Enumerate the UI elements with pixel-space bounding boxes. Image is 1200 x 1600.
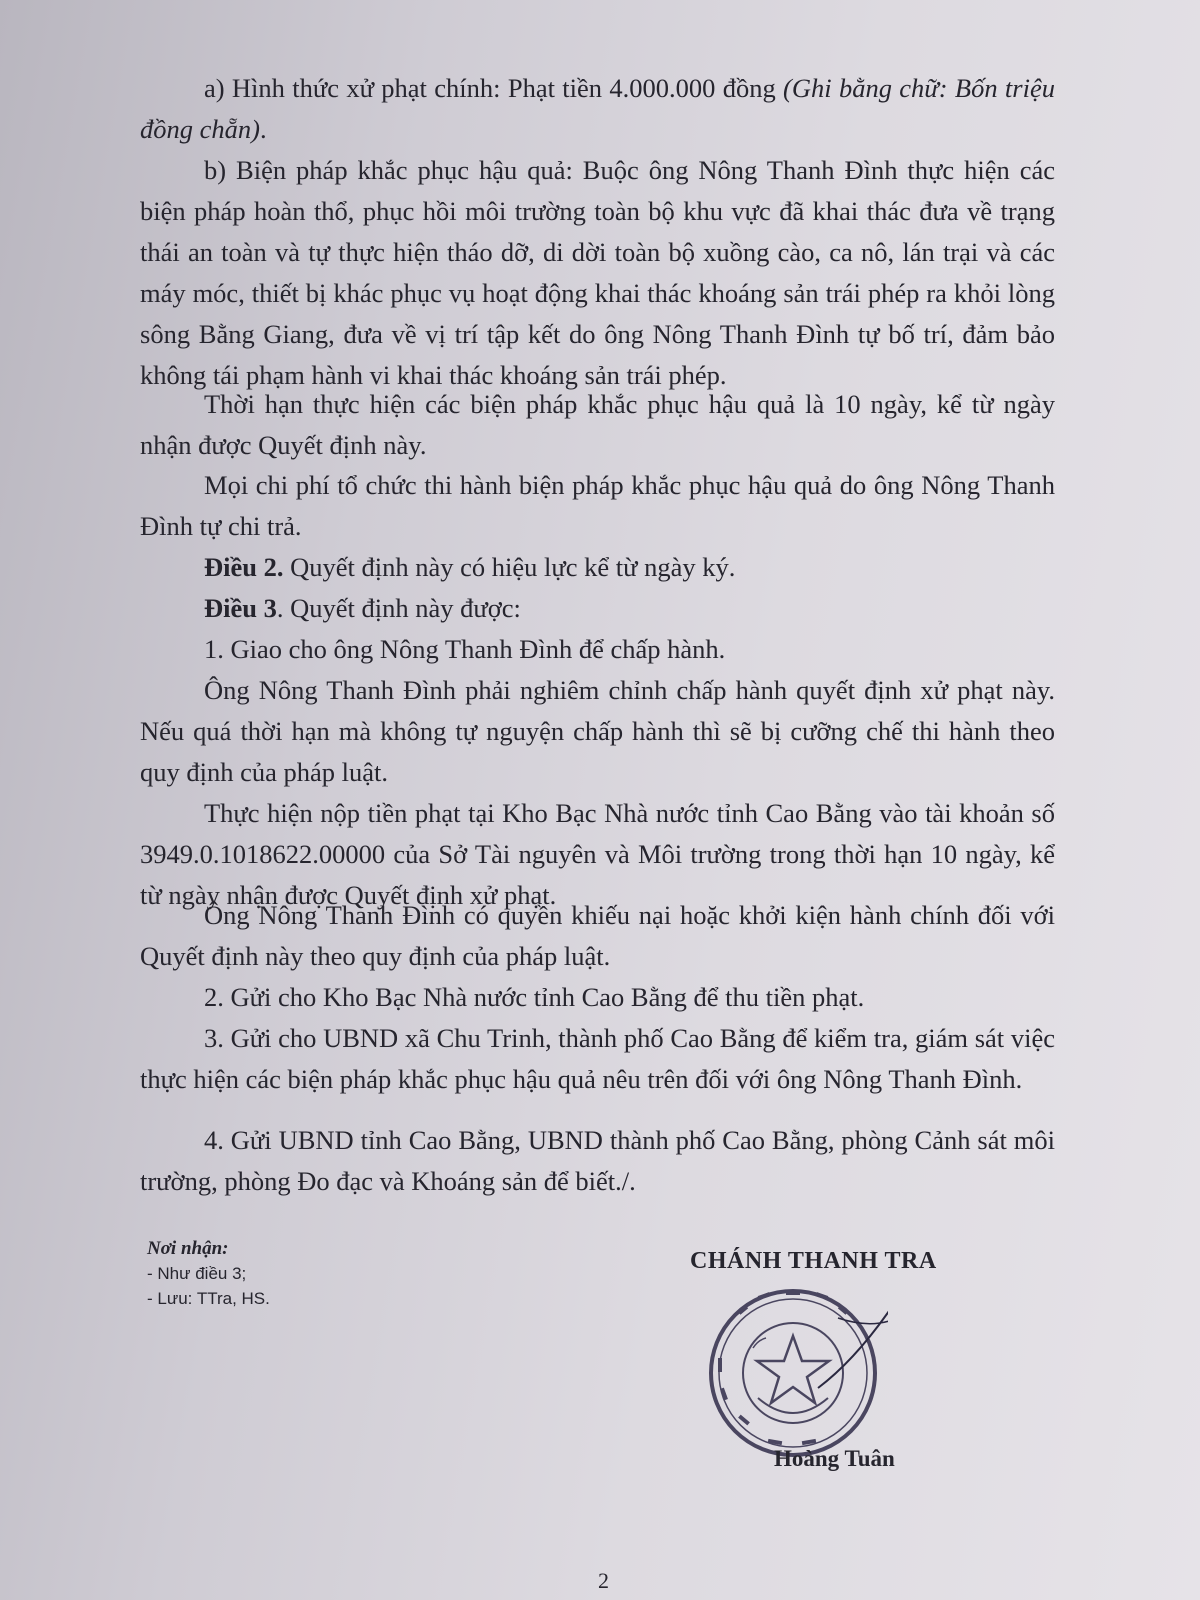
article-2: Điều 2. Quyết định này có hiệu lực kể từ ngày ký. bbox=[204, 552, 736, 582]
paragraph-payment: Thực hiện nộp tiền phạt tại Kho Bạc Nhà nước tỉnh Cao Bằng vào tài khoản số 3949.0.1018622.00000 của Sở Tài nguyên và Môi trường trong thời hạn 10 ngày, kể từ ngày nhận được Quyết định xử phạt. bbox=[140, 798, 1055, 910]
official-seal-icon bbox=[698, 1278, 888, 1468]
paragraph-deadline: Thời hạn thực hiện các biện pháp khắc phục hậu quả là 10 ngày, kể từ ngày nhận được Quyết định này. bbox=[140, 389, 1055, 460]
paragraph-remedial-measures: b) Biện pháp khắc phục hậu quả: Buộc ông Nông Thanh Đình thực hiện các biện pháp hoàn thổ, phục hồi môi trường toàn bộ khu vực đã khai thác đưa về trạng thái an toàn và tự thực hiện tháo dỡ, di dời toàn bộ xuồng cào, ca nô, lán trại và các máy móc, thiết bị khác phục vụ hoạt động khai thác khoáng sản trái phép ra khỏi lòng sông Bằng Giang, đưa về vị trí tập kết do ông Nông Thanh Đình tự bố trí, đảm bảo không tái phạm hành vi khai thác khoáng sản trái phép. bbox=[140, 155, 1055, 390]
article-3-item-3: 3. Gửi cho UBND xã Chu Trinh, thành phố Cao Bằng để kiểm tra, giám sát việc thực hiện các biện pháp khắc phục hậu quả nêu trên đối với ông Nông Thanh Đình. bbox=[140, 1023, 1055, 1094]
penalty-in-words: (Ghi bằng chữ: Bốn triệu đồng chẵn) bbox=[140, 73, 1055, 144]
recipients-block bbox=[147, 1236, 467, 1311]
signer-name: Hoàng Tuân bbox=[774, 1446, 895, 1471]
recipients-heading: Nơi nhận: bbox=[147, 1238, 229, 1259]
signer-title: CHÁNH THANH TRA bbox=[690, 1248, 937, 1274]
article-3-label: Điều 3 bbox=[204, 593, 277, 623]
article-2-label: Điều 2. bbox=[204, 552, 284, 582]
paragraph-costs: Mọi chi phí tổ chức thi hành biện pháp khắc phục hậu quả do ông Nông Thanh Đình tự chi trả. bbox=[140, 470, 1055, 541]
article-3-item-2: 2. Gửi cho Kho Bạc Nhà nước tỉnh Cao Bằng để thu tiền phạt. bbox=[204, 982, 865, 1012]
paragraph-appeal: Ông Nông Thanh Đình có quyền khiếu nại hoặc khởi kiện hành chính đối với Quyết định này theo quy định của pháp luật. bbox=[140, 900, 1055, 971]
recipient-item: - Lưu: TTra, HS. bbox=[147, 1289, 270, 1308]
paragraph-main-penalty: a) Hình thức xử phạt chính: Phạt tiền 4.000.000 đồng (Ghi bằng chữ: Bốn triệu đồng chẵn). bbox=[140, 73, 1055, 144]
article-3-item-4: 4. Gửi UBND tỉnh Cao Bằng, UBND thành phố Cao Bằng, phòng Cảnh sát môi trường, phòng Đo đạc và Khoáng sản để biết./. bbox=[140, 1125, 1055, 1196]
signature-block bbox=[690, 1248, 1010, 1471]
paragraph-compliance: Ông Nông Thanh Đình phải nghiêm chỉnh chấp hành quyết định xử phạt này. Nếu quá thời hạn mà không tự nguyện chấp hành thì sẽ bị cưỡng chế thi hành theo quy định của pháp luật. bbox=[140, 675, 1055, 787]
recipient-item: - Như điều 3; bbox=[147, 1264, 247, 1283]
article-3: Điều 3. Quyết định này được: bbox=[204, 593, 521, 623]
article-3-item-1: 1. Giao cho ông Nông Thanh Đình để chấp hành. bbox=[204, 634, 726, 664]
page-number: 2 bbox=[598, 1568, 609, 1593]
